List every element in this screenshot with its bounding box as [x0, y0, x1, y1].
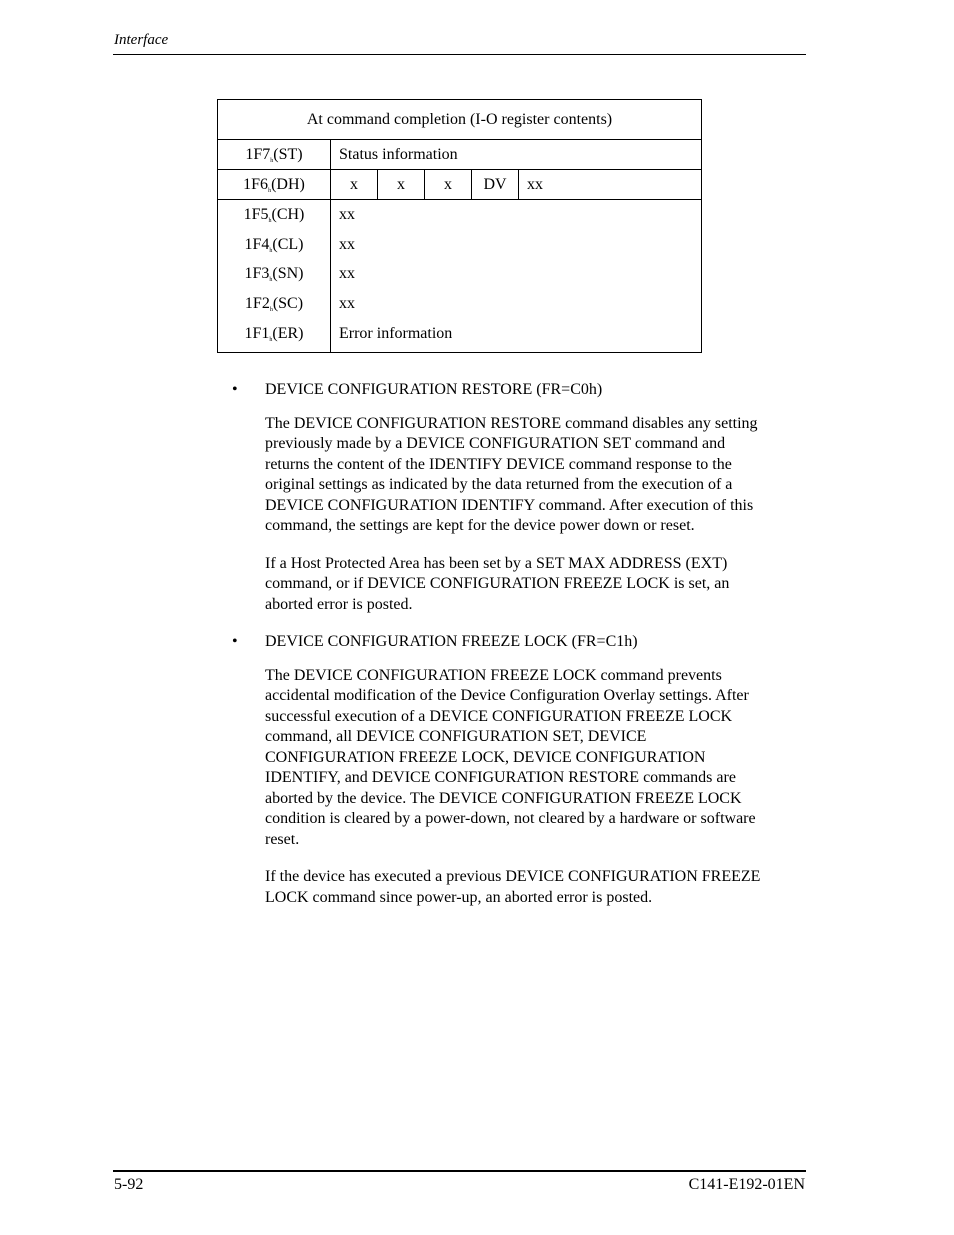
- register-label-stack: [218, 200, 331, 353]
- register-table: [217, 99, 702, 353]
- register-label-dh: $1F6_h(DH)$: [218, 170, 331, 200]
- paragraph: The DEVICE CONFIGURATION RESTORE command disables any setting previously made by a DEVICE CONFIGURATION SET command and returns the content of the IDENTIFY DEVICE command response to the original settings as indicated by the data returned from the execution of a DEVICE CONFIGURATION IDENTIFY command. After execution of this command, the settings are kept for the device power down or reset.: [265, 414, 758, 534]
- register-value-stack: [331, 200, 702, 353]
- paragraph: The DEVICE CONFIGURATION FREEZE LOCK command prevents accidental modification of the Device Configuration Overlay settings. After successful execution of a DEVICE CONFIGURATION FREEZE LOCK command, all DEVICE CONFIGURATION SET, DEVICE CONFIGURATION FREEZE LOCK, DEVICE CONFIGURATION IDENTIFY, and DEVICE CONFIGURATION RESTORE commands are aborted by the device. The DEVICE CONFIGURATION FREEZE LOCK condition is cleared by a power-down, not cleared by a hardware or software reset.: [265, 666, 756, 848]
- page-number: 5-92: [114, 1176, 144, 1193]
- register-value-ch: xx: [339, 206, 355, 223]
- section-heading-freeze-lock: [232, 632, 812, 653]
- document-id: C141-E192-01EN: [688, 1176, 805, 1193]
- register-label-st: $1F7_h(ST)$: [218, 140, 331, 170]
- table-row-group: [218, 200, 702, 353]
- dh-bit-5: x: [425, 170, 472, 200]
- footer-rule: [113, 1170, 806, 1172]
- register-value-cl: xx: [339, 235, 355, 253]
- register-label-ch: $1F5_h(CH)$: [243, 206, 305, 224]
- header-rule: [113, 54, 806, 55]
- register-value-sn: xx: [339, 265, 355, 283]
- section-heading-restore: [232, 380, 812, 401]
- register-label-cl: $1F4_h(CL)$: [244, 235, 304, 254]
- register-value-st: Status information: [331, 140, 702, 170]
- bullet-icon: •: [232, 633, 238, 650]
- heading-text: DEVICE CONFIGURATION RESTORE (FR=C0h): [265, 381, 603, 398]
- running-header: Interface: [114, 32, 169, 48]
- table-row-dh: [218, 170, 702, 200]
- dh-bits-low: xx: [519, 170, 702, 200]
- bullet-icon: •: [232, 381, 238, 398]
- paragraph: If a Host Protected Area has been set by a SET MAX ADDRESS (EXT) command, or if DEVICE CONFIGURATION FREEZE LOCK is set, an aborted error is posted.: [265, 554, 730, 613]
- dh-bit-6: x: [378, 170, 425, 200]
- dh-bit-dv: DV: [472, 170, 519, 200]
- table-caption: At command completion (I-O register contents): [218, 100, 702, 140]
- body-content: [232, 380, 812, 925]
- register-label-er: $1F1_h(ER)$: [244, 324, 304, 343]
- table-row-st: [218, 140, 702, 170]
- register-value-sc: xx: [339, 295, 355, 313]
- register-value-er: Error information: [339, 324, 453, 342]
- register-label-sc: $1F2_h(SC)$: [244, 295, 304, 314]
- heading-text: DEVICE CONFIGURATION FREEZE LOCK (FR=C1h): [265, 633, 638, 650]
- dh-bit-7: x: [331, 170, 378, 200]
- paragraph: If the device has executed a previous DEVICE CONFIGURATION FREEZE LOCK command since power-up, an aborted error is posted.: [265, 868, 761, 906]
- register-label-sn: $1F3_h(SN)$: [244, 265, 304, 284]
